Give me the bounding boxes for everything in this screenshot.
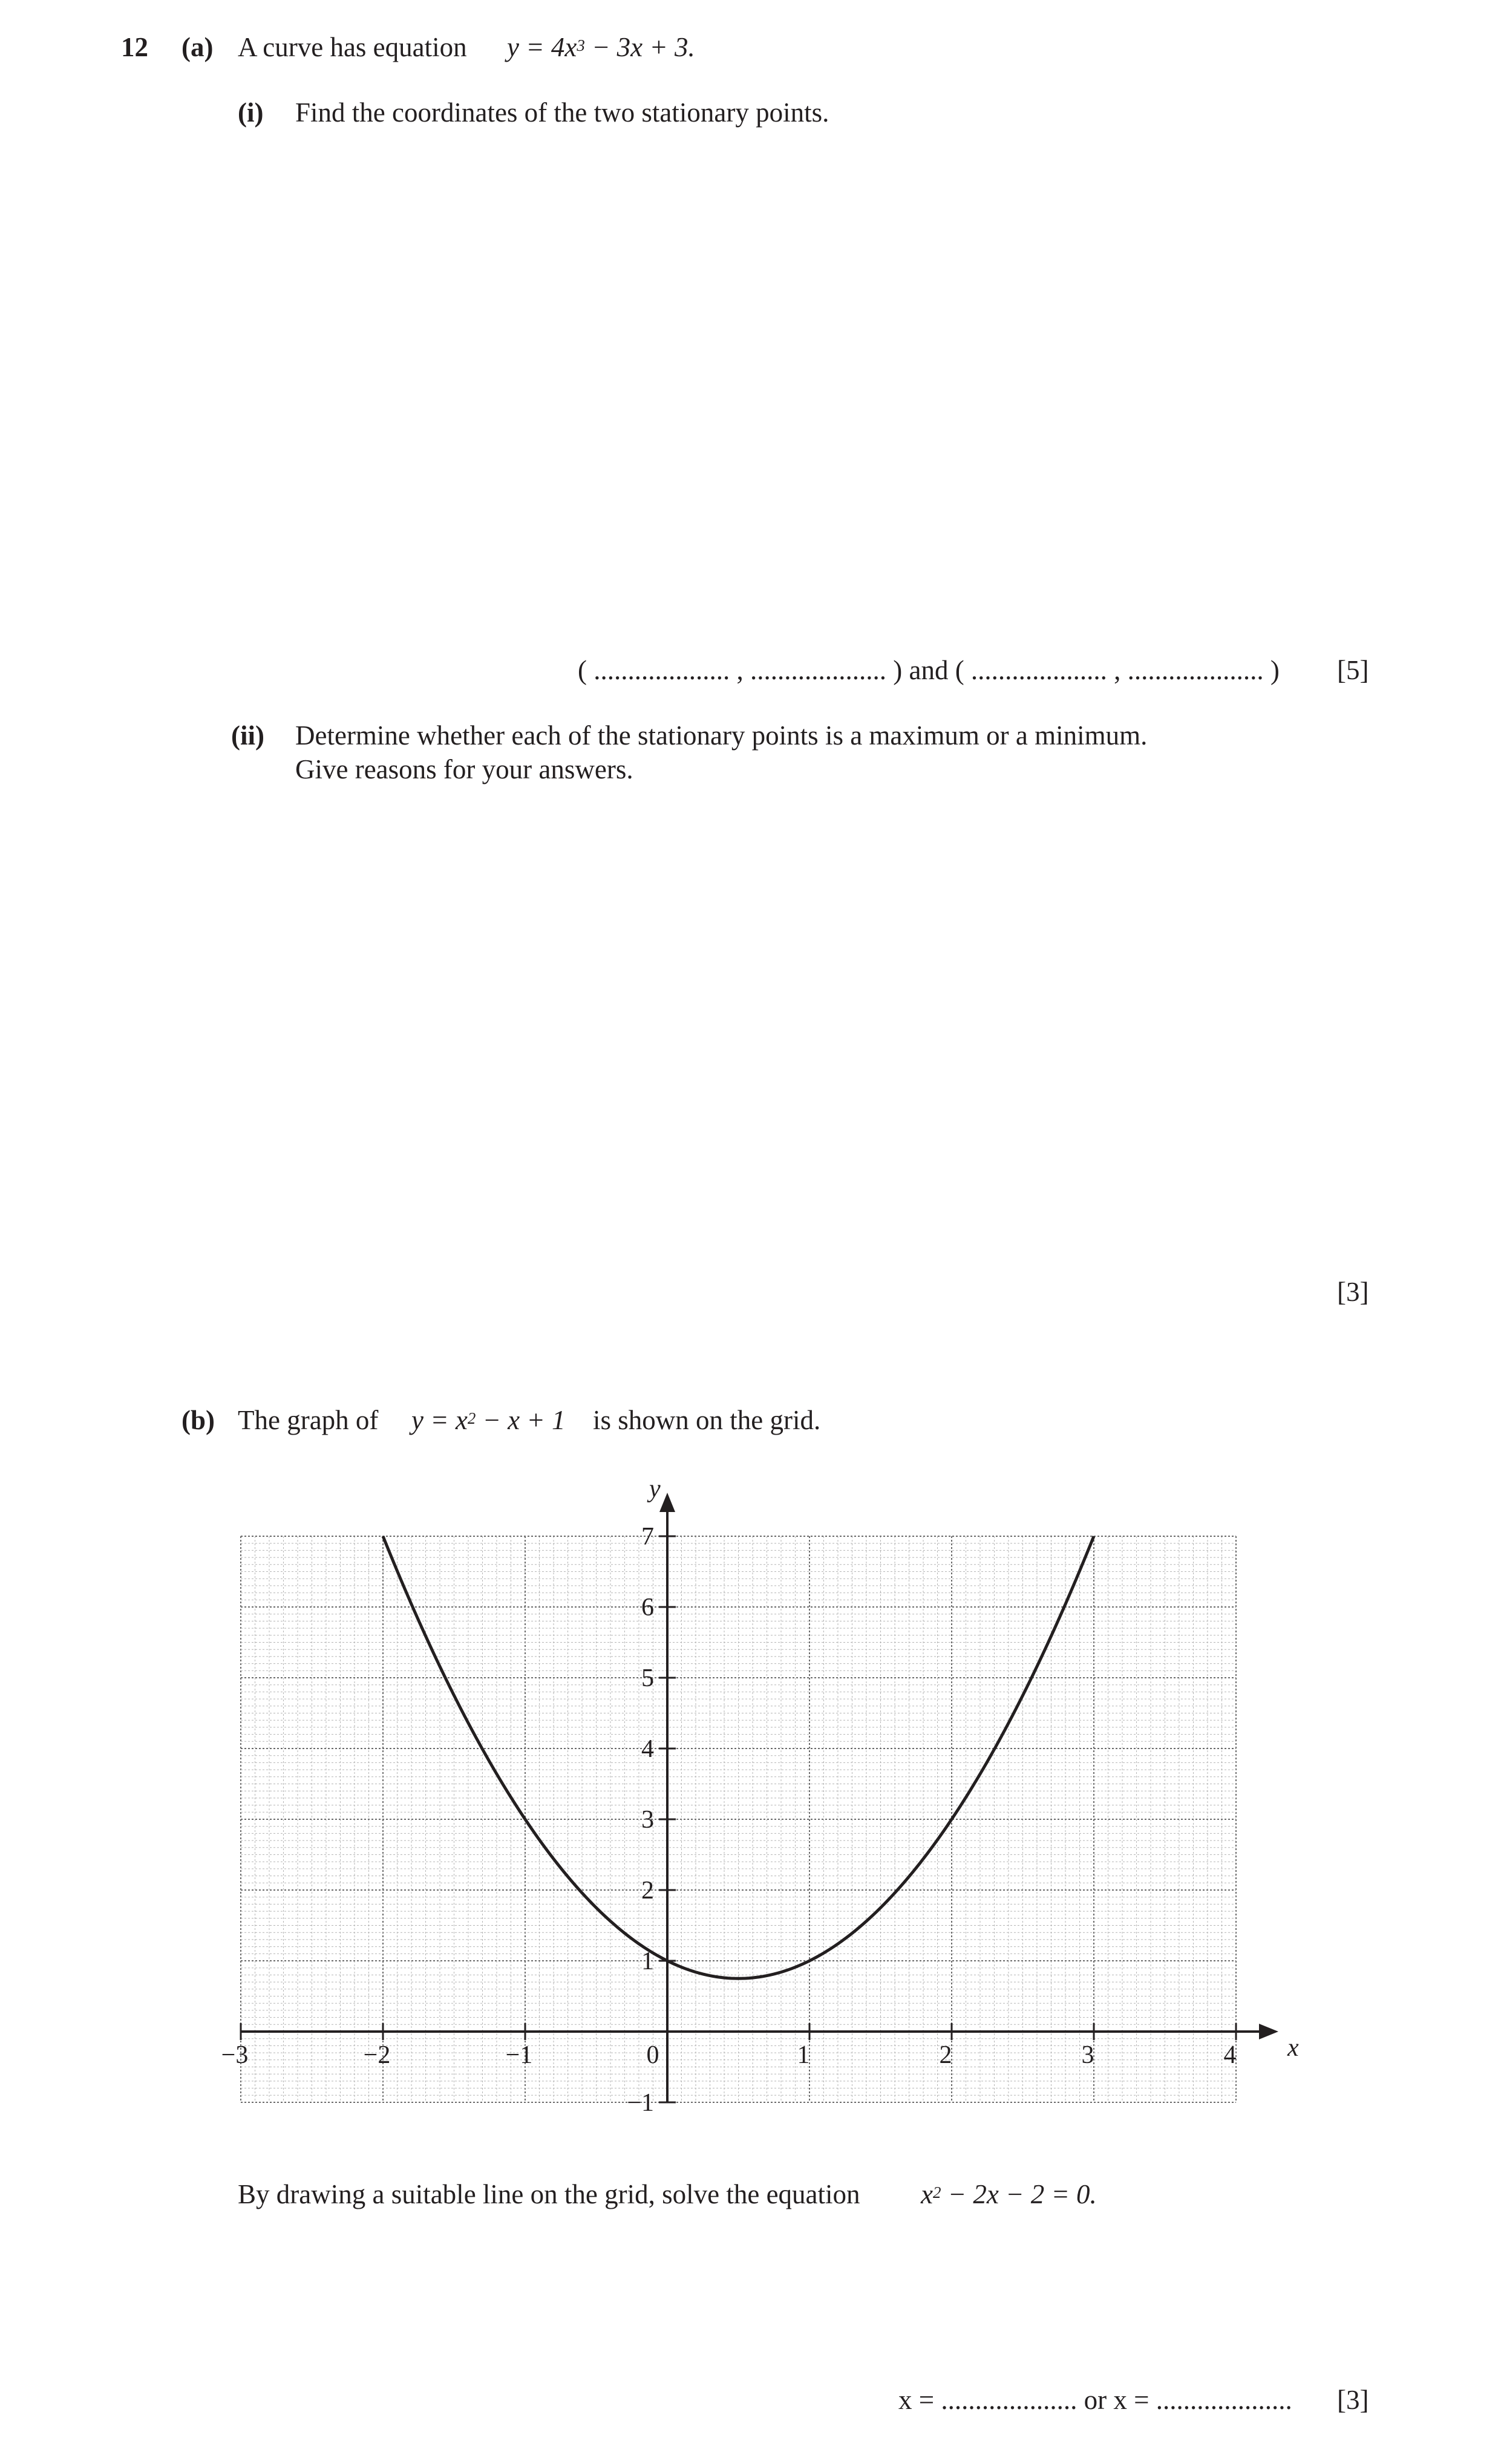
y-tick-label: −1 bbox=[627, 2089, 654, 2117]
graph-grid[interactable] bbox=[200, 1467, 1299, 2144]
y-axis-label: y bbox=[649, 1475, 661, 1503]
part-i-text: Find the coordinates of the two stationary points. bbox=[295, 97, 829, 128]
y-tick-label: 1 bbox=[641, 1947, 654, 1975]
part-ii-text-line2: Give reasons for your answers. bbox=[295, 754, 633, 784]
x-axis-arrow bbox=[1259, 2024, 1278, 2039]
question-number: 12 bbox=[121, 32, 148, 62]
x-tick-label: 0 bbox=[646, 2041, 659, 2069]
x-axis-label: x bbox=[1287, 2034, 1299, 2062]
part-ii-label: (ii) bbox=[231, 720, 264, 751]
x-tick-label: 2 bbox=[939, 2041, 952, 2069]
x-tick-label: 4 bbox=[1223, 2041, 1237, 2069]
y-tick-label: 3 bbox=[641, 1806, 654, 1834]
part-b-stem-before: The graph of bbox=[238, 1405, 379, 1435]
part-b-label: (b) bbox=[181, 1405, 215, 1435]
part-b-instruction-equation: $x^2 - 2x - 2 = 0$. bbox=[921, 2179, 1097, 2209]
part-i-answer-line[interactable]: ( .................... , .................... ) and ( .................... , .................... ) bbox=[578, 655, 1280, 685]
y-tick-label: 6 bbox=[641, 1594, 654, 1621]
part-a-label: (a) bbox=[181, 32, 214, 62]
part-b-stem-after: is shown on the grid. bbox=[593, 1405, 821, 1435]
y-tick-label: 2 bbox=[641, 1877, 654, 1905]
x-tick-label: 3 bbox=[1081, 2041, 1094, 2069]
y-axis-arrow bbox=[659, 1493, 675, 1512]
part-a-equation: $y = 4x^3 - 3x + 3$. bbox=[507, 32, 695, 62]
part-i-marks: [5] bbox=[1337, 655, 1369, 685]
part-b-answer-line[interactable]: x = .................... or x = .................... bbox=[898, 2385, 1292, 2415]
y-tick-label: 5 bbox=[641, 1664, 654, 1692]
x-tick-label: −3 bbox=[221, 2041, 249, 2069]
axes bbox=[241, 1493, 1278, 2102]
x-tick-label: −2 bbox=[363, 2041, 391, 2069]
part-b-marks: [3] bbox=[1337, 2385, 1369, 2415]
part-ii-text-line1: Determine whether each of the stationary points is a maximum or a minimum. bbox=[295, 720, 1148, 751]
part-a-stem: A curve has equation bbox=[238, 32, 467, 62]
part-i-label: (i) bbox=[238, 97, 264, 128]
part-b-instruction: By drawing a suitable line on the grid, solve the equation bbox=[238, 2179, 860, 2209]
x-tick-label: −1 bbox=[505, 2041, 533, 2069]
x-tick-label: 1 bbox=[797, 2041, 810, 2069]
part-ii-marks: [3] bbox=[1337, 1277, 1369, 1307]
grid-lines bbox=[241, 1536, 1236, 2102]
y-tick-label: 4 bbox=[641, 1735, 654, 1763]
y-tick-label: 7 bbox=[641, 1523, 654, 1551]
part-b-equation: $y = x^2 - x + 1$ bbox=[411, 1405, 566, 1435]
